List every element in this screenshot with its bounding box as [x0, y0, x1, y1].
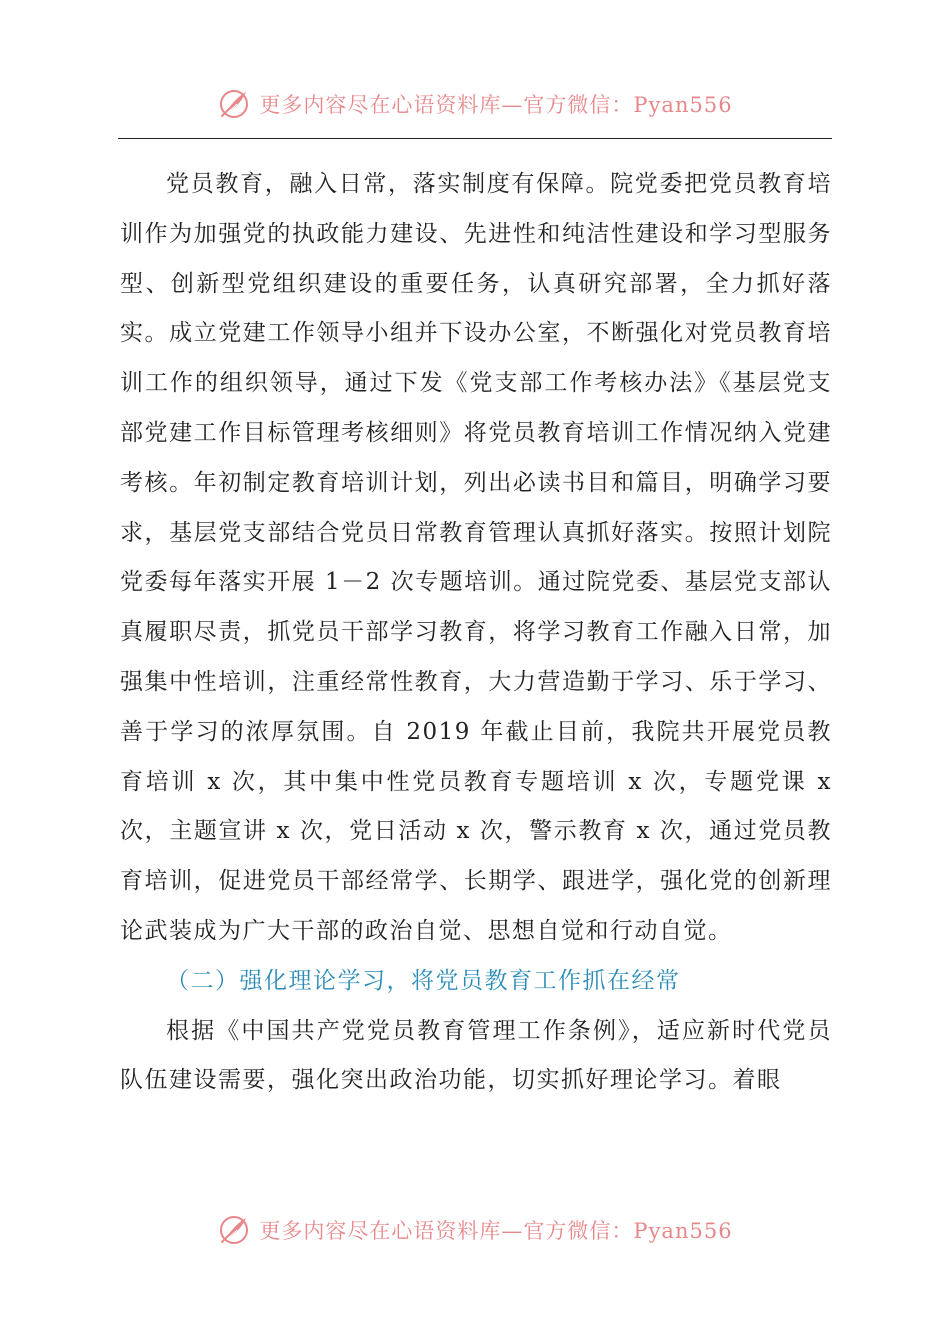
- page-header: [0, 84, 950, 124]
- page-footer: [0, 1210, 950, 1250]
- document-body: [120, 160, 832, 1106]
- header-banner-text: 更多内容尽在心语资料库—官方微信：Pyan556: [259, 93, 733, 117]
- footer-banner-text: 更多内容尽在心语资料库—官方微信：Pyan556: [259, 1219, 733, 1243]
- header-divider: [118, 138, 832, 139]
- feather-pen-logo-icon: [217, 87, 251, 121]
- feather-pen-logo-icon: [217, 1213, 251, 1247]
- body-paragraph: 党员教育，融入日常，落实制度有保障。院党委把党员教育培训作为加强党的执政能力建设、先进性和纯洁性建设和学习型服务型、创新型党组织建设的重要任务，认真研究部署，全力抓好落实。成立党建工作领导小组并下设办公室，不断强化对党员教育培训工作的组织领导，通过下发《党支部工作考核办法》《基层党支部党建工作目标管理考核细则》将党员教育培训工作情况纳入党建考核。年初制定教育培训计划，列出必读书目和篇目，明确学习要求，基层党支部结合党员日常教育管理认真抓好落实。按照计划院党委每年落实开展 1－2 次专题培训。通过院党委、基层党支部认真履职尽责，抓党员干部学习教育，将学习教育工作融入日常，加强集中性培训，注重经常性教育，大力营造勤于学习、乐于学习、善于学习的浓厚氛围。自 2019 年截止目前，我院共开展党员教育培训 x 次，其中集中性党员教育专题培训 x 次，专题党课 x 次，主题宣讲 x 次，党日活动 x 次，警示教育 x 次，通过党员教育培训，促进党员干部经常学、长期学、跟进学，强化党的创新理论武装成为广大干部的政治自觉、思想自觉和行动自觉。: [120, 171, 833, 944]
- section-heading: （二）强化理论学习，将党员教育工作抓在经常: [166, 967, 681, 994]
- body-paragraph-continued: 根据《中国共产党党员教育管理工作条例》，适应新时代党员队伍建设需要，强化突出政治功能，切实抓好理论学习。着眼: [120, 1017, 832, 1094]
